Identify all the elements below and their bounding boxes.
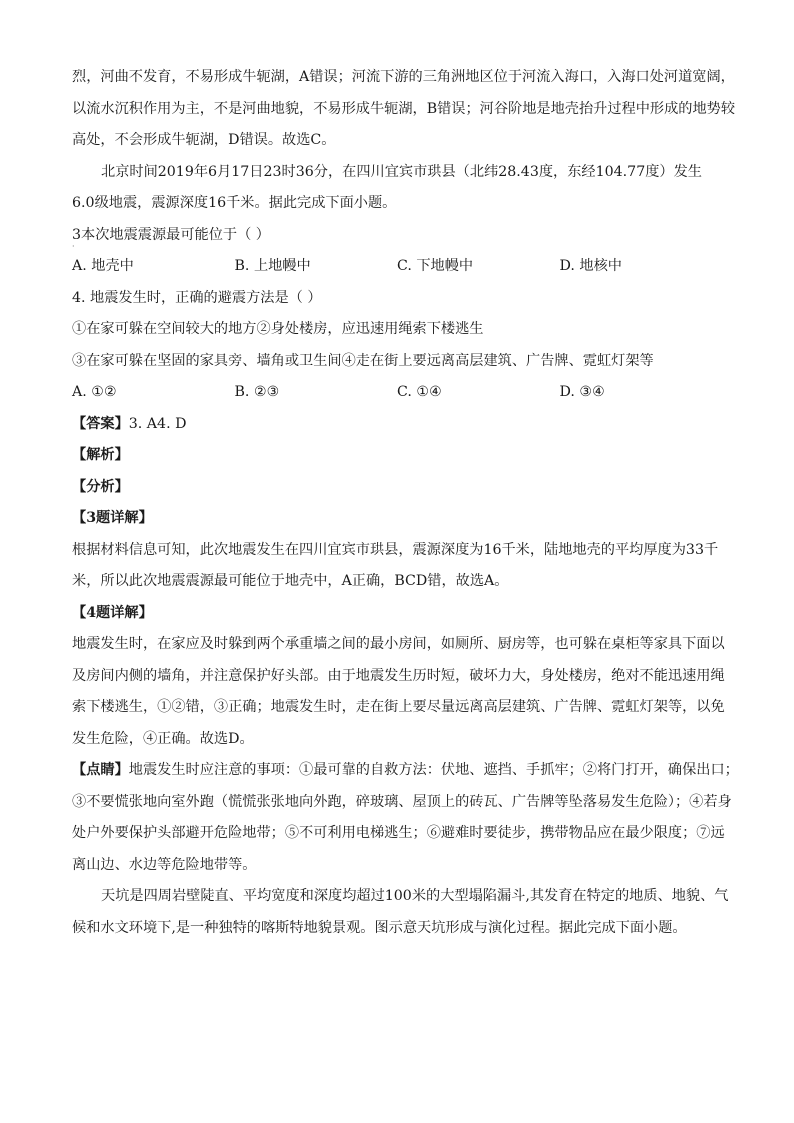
question-3-option-d: D. 地核中: [559, 258, 622, 274]
question-3-detail-heading: 【3题详解】: [72, 510, 153, 526]
material-line: 6.0级地震，震源深度16千米。据此完成下面小题。: [72, 195, 397, 211]
question-3-options: [72, 251, 722, 283]
question-3-option-b: B. 上地幔中: [234, 258, 311, 274]
tip-line: 离山边、水边等危险地带等。: [72, 856, 257, 873]
answer-tag: 【答案】: [72, 415, 129, 432]
answer-line: [72, 409, 722, 441]
material-line: 北京时间2019年6月17日23时36分，在四川宜宾市珙县（北纬28.43度，东经104.77度）发生: [101, 163, 702, 180]
question-4-stem: 4. 地震发生时，正确的避震方法是（ ）: [72, 289, 322, 306]
question-3-option-c: C. 下地幔中: [397, 258, 474, 274]
question-4-statement: ①在家可躲在空间较大的地方②身处楼房，应迅速用绳索下楼逃生: [72, 321, 484, 337]
material-line: 天坑是四周岩壁陡直、平均宽度和深度均超过100米的大型塌陷漏斗,其发育在特定的地质、地貌、气: [101, 888, 729, 904]
paragraph-line: 高处，不会形成牛轭湖，D错误。故选C。: [72, 132, 336, 148]
question-4-option-d: D. ③④: [559, 384, 605, 400]
stray-dot-mark: ·: [72, 242, 75, 251]
explanation-line: 发生危险，④正确。故选D。: [72, 730, 254, 747]
answer-text: 3. A4. D: [128, 415, 187, 432]
tip-text: 地震发生时应注意的事项：①最可靠的自救方法：伏地、遮挡、手抓牢；②将门打开，确保出口；: [128, 762, 739, 778]
explanation-line: 及房间内侧的墙角，并注意保护好头部。由于地震发生历时短，破坏力大，身处楼房，绝对不能迅速用绳: [72, 667, 725, 684]
tip-line: 处户外要保护头部避开危险地带；⑤不可利用电梯逃生；⑥避难时要徒步，携带物品应在最少限度；⑦远: [72, 825, 725, 841]
question-4-options: [72, 377, 722, 409]
explanation-line: 根据材料信息可知，此次地震发生在四川宜宾市珙县，震源深度为16千米，陆地地壳的平均厚度为33千: [72, 541, 719, 558]
explanation-line: 米，所以此次地震震源最可能位于地壳中，A正确，BCD错，故选A。: [72, 573, 509, 589]
tip-line: [72, 755, 739, 787]
question-4-option-b: B. ②③: [234, 384, 280, 400]
question-3-stem: 3本次地震震源最可能位于（ ）: [72, 226, 270, 243]
explanation-line: 索下楼逃生，①②错，③正确；地震发生时，走在街上要尽量远离高层建筑、广告牌、霓虹灯架等，以免: [72, 699, 725, 715]
question-3-option-a: A. 地壳中: [72, 258, 134, 274]
paragraph-line: 以流水沉积作用为主，不是河曲地貌，不易形成牛轭湖，B错误；河谷阶地是地壳抬升过程中形成的地势较: [72, 100, 736, 117]
analysis-heading: 【解析】: [72, 447, 129, 463]
analysis-subheading: 【分析】: [72, 478, 129, 495]
tip-line: ③不要慌张地向室外跑（慌慌张张地向外跑，碎玻璃、屋顶上的砖瓦、广告牌等坠落易发生危险）；④若身: [72, 793, 732, 810]
material-line: 候和水文环境下,是一种独特的喀斯特地貌景观。图示意天坑形成与演化过程。据此完成下面小题。: [72, 919, 687, 936]
question-4-option-a: A. ①②: [72, 384, 117, 400]
explanation-line: 地震发生时，在家应及时躲到两个承重墙之间的最小房间，如厕所、厨房等，也可躲在桌柜等家具下面以: [72, 636, 725, 652]
document-page: [72, 62, 739, 944]
tip-tag: 【点睛】: [72, 762, 129, 778]
question-4-statement: ③在家可躲在坚固的家具旁、墙角或卫生间④走在街上要远离高层建筑、广告牌、霓虹灯架等: [72, 352, 654, 369]
question-4-option-c: C. ①④: [397, 384, 442, 400]
paragraph-line: 烈，河曲不发育，不易形成牛轭湖，A错误；河流下游的三角洲地区位于河流入海口，入海口处河道宽阔，: [72, 69, 735, 85]
question-4-detail-heading: 【4题详解】: [72, 604, 153, 621]
